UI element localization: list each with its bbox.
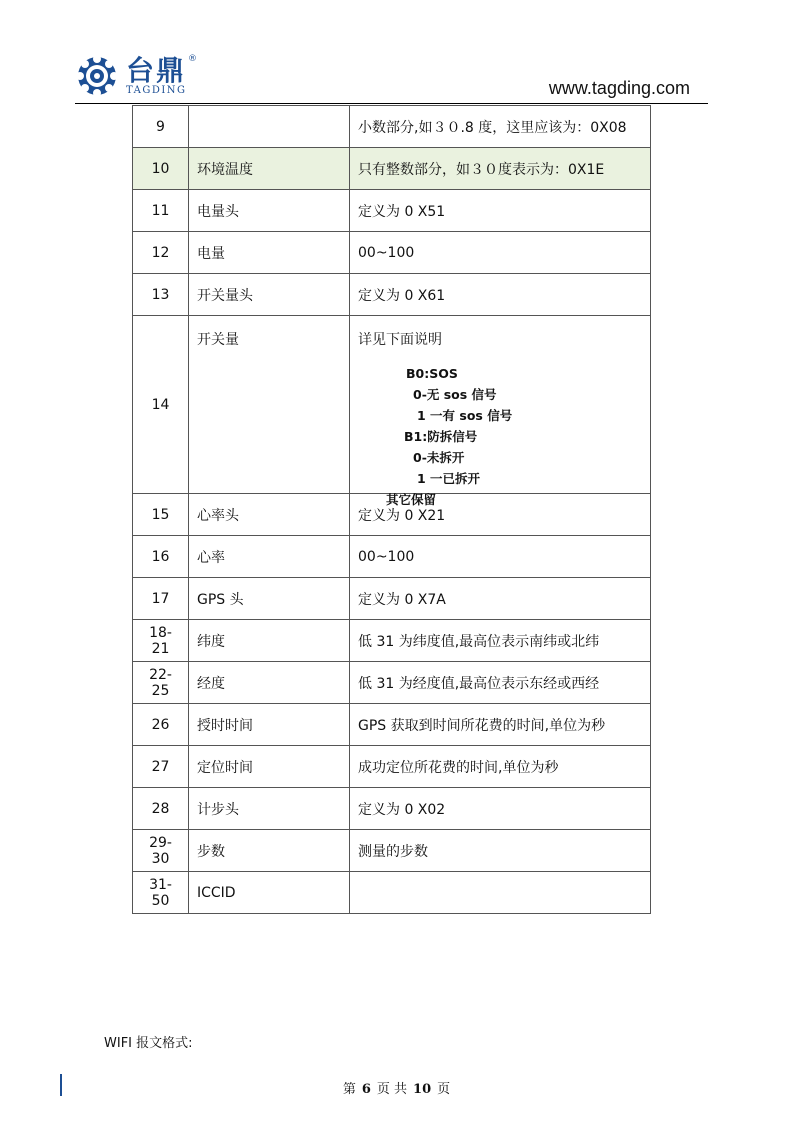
page-header [0, 0, 793, 110]
field-description: 只有整数部分，如３０度表示为：0X1E [350, 148, 651, 190]
table-row-highlighted [133, 148, 651, 190]
field-name: 环境温度 [189, 148, 350, 190]
field-name: GPS 头 [189, 578, 350, 620]
field-description: 低 31 为经度值,最高位表示东经或西经 [350, 662, 651, 704]
table-row [133, 536, 651, 578]
header-divider [75, 103, 708, 104]
field-number: 26 [133, 704, 189, 746]
field-description: 低 31 为纬度值,最高位表示南纬或北纬 [350, 620, 651, 662]
table-row [133, 746, 651, 788]
field-number: 13 [133, 274, 189, 316]
field-number: 12 [133, 232, 189, 274]
field-number: 22-25 [133, 662, 189, 704]
table-row [133, 578, 651, 620]
field-name: 心率头 [189, 494, 350, 536]
field-description [350, 872, 651, 914]
registered-mark: ® [188, 54, 197, 64]
website-url[interactable]: www.tagding.com [548, 78, 690, 98]
page-prefix: 第 [342, 1082, 356, 1097]
page-mid: 页 共 [376, 1082, 408, 1097]
field-number: 17 [133, 578, 189, 620]
table-row [133, 704, 651, 746]
field-name: 开关量 [189, 316, 350, 494]
table-row [133, 274, 651, 316]
page-current: 6 [361, 1082, 371, 1097]
field-description: 00~100 [350, 232, 651, 274]
field-description: GPS 获取到时间所花费的时间,单位为秒 [350, 704, 651, 746]
logo-chinese-text: 台鼎 [126, 54, 187, 87]
wifi-section-heading: WIFI 报文格式: [104, 1036, 193, 1051]
bit0-value-1: 1 一有 sos 信号 [417, 408, 513, 423]
field-name: 计步头 [189, 788, 350, 830]
field-name: 经度 [189, 662, 350, 704]
tagding-logo-icon [75, 54, 119, 98]
field-description: 定义为 0 X21 [350, 494, 651, 536]
table-row [133, 830, 651, 872]
page-number [0, 1078, 793, 1097]
field-name: ICCID [189, 872, 350, 914]
table-row [133, 662, 651, 704]
field-number: 10 [133, 148, 189, 190]
field-description: 00~100 [350, 536, 651, 578]
field-name: 授时时间 [189, 704, 350, 746]
field-name: 开关量头 [189, 274, 350, 316]
bit1-value-0: 0-未拆开 [413, 450, 465, 465]
table-row [133, 788, 651, 830]
bit0-value-0: 0-无 sos 信号 [413, 387, 497, 402]
field-description: 详见下面说明 [358, 332, 442, 348]
field-name: 纬度 [189, 620, 350, 662]
switch-bit-definitions [358, 363, 642, 507]
field-description: 定义为 0 X7A [350, 578, 651, 620]
field-description: 成功定位所花费的时间,单位为秒 [350, 746, 651, 788]
field-name: 电量头 [189, 190, 350, 232]
field-number: 11 [133, 190, 189, 232]
page-total: 10 [413, 1082, 432, 1097]
field-name: 电量 [189, 232, 350, 274]
field-number: 31-50 [133, 872, 189, 914]
field-number: 9 [133, 106, 189, 148]
table-row [133, 620, 651, 662]
protocol-field-table [132, 105, 651, 914]
field-number: 14 [133, 316, 189, 494]
field-description: 测量的步数 [350, 830, 651, 872]
field-number: 16 [133, 536, 189, 578]
field-description: 定义为 0 X51 [350, 190, 651, 232]
table-row-switch-bits [133, 316, 651, 494]
field-description: 定义为 0 X61 [350, 274, 651, 316]
bit1-value-1: 1 一已拆开 [417, 471, 481, 486]
table-row [133, 232, 651, 274]
field-name [189, 106, 350, 148]
page-suffix: 页 [437, 1082, 451, 1097]
table-row [133, 872, 651, 914]
field-number: 15 [133, 494, 189, 536]
table-row [133, 106, 651, 148]
field-description: 小数部分,如３０.8 度，这里应该为：0X08 [350, 106, 651, 148]
field-number: 18-21 [133, 620, 189, 662]
bits-reserved: 其它保留 [386, 492, 437, 507]
field-number: 28 [133, 788, 189, 830]
bit0-title: B0:SOS [406, 366, 458, 381]
field-name: 心率 [189, 536, 350, 578]
field-number: 29-30 [133, 830, 189, 872]
logo-english-text: TAGDING [126, 85, 187, 96]
field-number: 27 [133, 746, 189, 788]
bit1-title: B1:防拆信号 [404, 429, 478, 444]
field-description: 定义为 0 X02 [350, 788, 651, 830]
field-name: 定位时间 [189, 746, 350, 788]
table-row [133, 190, 651, 232]
field-description-cell [350, 316, 651, 507]
field-name: 步数 [189, 830, 350, 872]
